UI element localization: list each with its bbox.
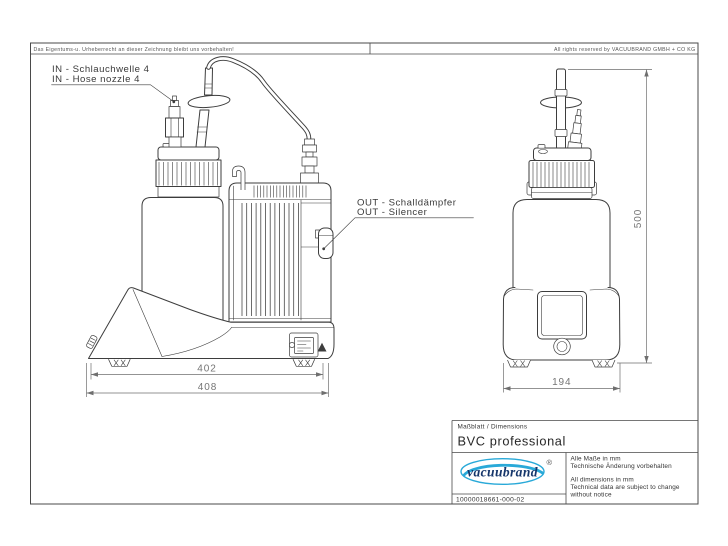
feet-side: [508, 360, 616, 367]
note-en-2: Technical data are subject to change: [570, 484, 680, 491]
doc-type: Maßblatt / Dimensions: [457, 423, 528, 431]
brand-wordmark: vacuubrand: [467, 464, 538, 480]
inlet-seg-1: [305, 139, 315, 145]
cap-plate-front: [158, 147, 219, 160]
foot-side-left: [508, 360, 531, 367]
dim-500-text: 500: [633, 208, 644, 229]
out-leader-dot: [322, 247, 325, 250]
tube-band-2: [555, 130, 567, 137]
copyright-english: All rights reserved by VACUUBRAND GMBH + CO KG: [553, 47, 696, 53]
nozzle-nut: [166, 118, 184, 137]
foot-front-right: [293, 359, 315, 366]
arrow-402-left: [91, 372, 98, 376]
in-label-german: IN - Schlauchwelle 4: [52, 64, 150, 75]
silencer-body: [319, 228, 334, 259]
title-block-notes: [570, 456, 680, 499]
note-en-1: All dimensions in mm: [570, 476, 634, 484]
dim-402-text: 402: [197, 363, 217, 375]
side-view: [503, 69, 620, 367]
rear-panel: [538, 292, 587, 340]
arrow-500-bottom: [644, 356, 648, 363]
hose-nozzle-assembly: [166, 96, 184, 147]
arrow-194-left: [504, 386, 511, 390]
registered-trademark-icon: ®: [546, 458, 553, 467]
cap-plate-stud: [538, 145, 545, 149]
out-label-german: OUT - Schalldämpfer: [357, 197, 457, 209]
nozzle-side-tip: [577, 110, 581, 116]
in-label-english: IN - Hose nozzle 4: [52, 74, 140, 85]
copyright-german: Das Eigentums-u. Urheberrecht an dieser Zeichnung bleibt uns vorbehalten!: [33, 47, 235, 53]
product-name: BVC professional: [457, 433, 566, 449]
bottle-collar-front: [158, 187, 219, 198]
out-leader-line: [324, 218, 474, 249]
front-view: [86, 59, 334, 367]
inlet-seg-2: [303, 145, 317, 152]
note-en-3: without notice: [570, 491, 612, 499]
nozzle-side-seg-2: [573, 123, 582, 134]
title-block: [452, 421, 698, 505]
cap-plate-side: [534, 148, 592, 161]
note-de-1: Alle Maße in mm: [570, 455, 621, 463]
valve-tube-side: [557, 69, 566, 149]
in-leader-line: [52, 85, 174, 102]
note-de-2: Technische Änderung vorbehalten: [570, 463, 672, 470]
collection-bottle-side: [513, 200, 610, 292]
nozzle-side-nut: [570, 133, 582, 143]
foot-front-left: [109, 359, 131, 366]
valve-lower-tube: [196, 110, 209, 147]
inlet-base: [301, 173, 319, 183]
in-leader-dot: [172, 100, 175, 103]
nozzle-base: [169, 137, 181, 147]
inlet-nut: [302, 157, 317, 166]
inlet-seg-3: [306, 152, 313, 157]
arrow-408-left: [87, 391, 94, 395]
nozzle-side: [568, 109, 586, 151]
nozzle-tip: [173, 96, 177, 101]
arrow-408-right: [322, 391, 329, 395]
nozzle-seg-2: [169, 107, 180, 119]
arrow-194-right: [613, 386, 620, 390]
knob: [554, 338, 571, 355]
out-label-english: OUT - Silencer: [357, 207, 428, 218]
bottle-cap-front: [156, 160, 221, 187]
dim-408-text: 408: [197, 381, 218, 393]
pump-body: [229, 183, 331, 322]
inlet-seg-4: [305, 166, 314, 173]
tube-band-1: [555, 90, 567, 97]
valve-upper-tube: [205, 68, 213, 95]
bottle-cap-side: [529, 161, 595, 188]
pump-inlet-fitting: [301, 139, 319, 183]
foot-side-right: [592, 360, 615, 367]
socket-screw: [289, 342, 294, 347]
arrow-402-right: [316, 372, 323, 376]
bottle-collar-side: [532, 188, 593, 199]
dim-194-text: 194: [552, 376, 572, 388]
vacuubrand-logo: [461, 458, 553, 484]
hand-wheel-disc: [188, 94, 231, 109]
float-valve-assembly: [188, 68, 231, 147]
pump-module: [229, 166, 331, 322]
arrow-500-top: [644, 70, 648, 77]
document-number: 10000018661-000-02: [456, 496, 525, 504]
nozzle-side-seg-1: [575, 115, 581, 123]
